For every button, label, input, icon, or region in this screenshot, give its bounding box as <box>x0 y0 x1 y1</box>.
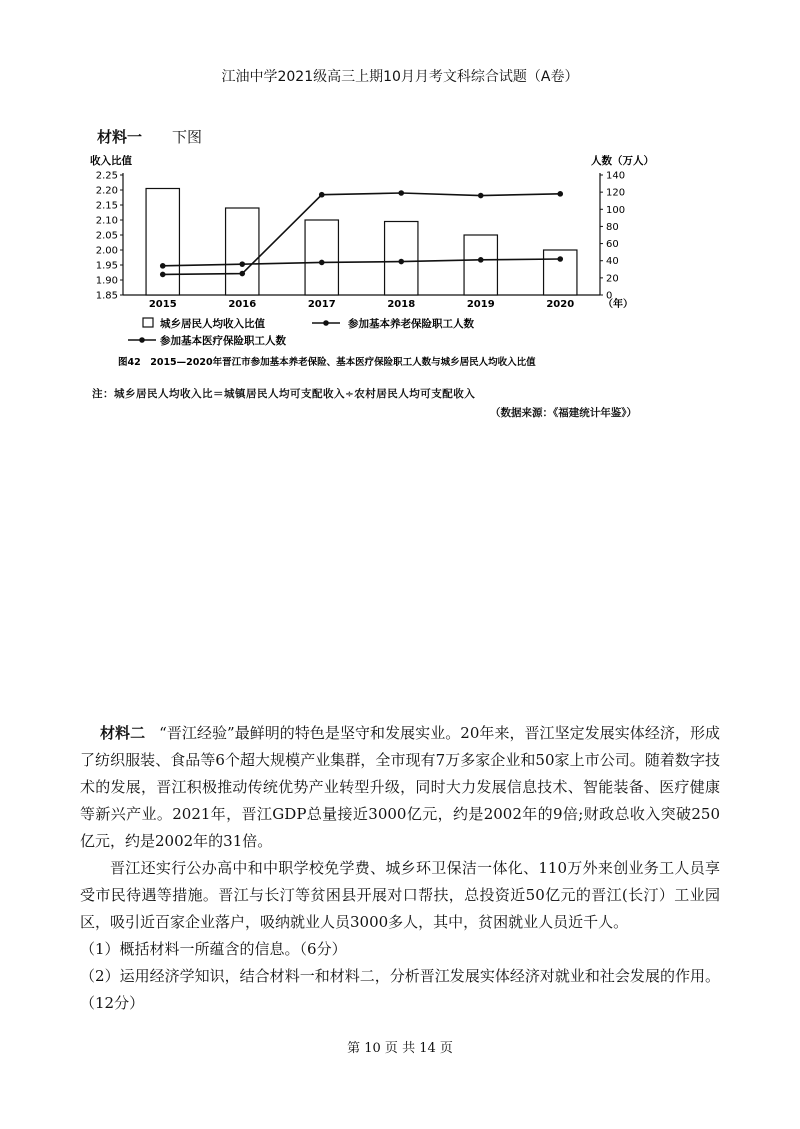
legend-bar-swatch <box>143 318 153 327</box>
bar-income-ratio <box>226 208 259 295</box>
point-pension <box>557 191 563 197</box>
point-medical <box>557 256 563 262</box>
material2-para1-text: “晋江经验”最鲜明的特色是坚守和发展实业。20年来，晋江坚定发展实体经济，形成了纺织服装、食品等6个超大规模产业集群，全市现有7万多家企业和50家上市公司。随着数字技术的发展，晋江积极推动传统优势产业转型升级，同时大力发展信息技术、智能装备、医疗健康等新兴产业。2021年，晋江GDP总量接近3000亿元，约是2002年的9倍;财政总收入突破250亿元，约是2002年的31倍。 <box>80 724 720 850</box>
question-1: （1）概括材料一所蕴含的信息。（6分） <box>80 940 347 958</box>
legend-medical-label: 参加基本医疗保险职工人数 <box>160 335 286 347</box>
x-tick-label: 2018 <box>387 299 416 310</box>
left-tick-label: 2.00 <box>95 245 118 257</box>
point-pension <box>239 271 245 277</box>
point-medical <box>478 257 484 263</box>
point-medical <box>239 261 245 267</box>
material2-label: 材料二 <box>100 724 146 742</box>
material2-section <box>80 720 720 1017</box>
x-tick-label: 2016 <box>228 299 257 310</box>
material1-label: 材料一 <box>97 128 143 146</box>
point-pension <box>398 190 404 196</box>
bar-income-ratio <box>146 189 179 296</box>
material2-paragraph-1 <box>80 720 720 855</box>
page-footer: 第 10 页 共 14 页 <box>347 1041 453 1056</box>
right-tick-label: 100 <box>606 204 626 216</box>
left-tick-label: 1.95 <box>95 260 118 272</box>
chart-note: 注：城乡居民人均收入比＝城镇居民人均可支配收入÷农村居民人均可支配收入 <box>92 388 476 400</box>
left-tick-label: 2.15 <box>95 200 118 212</box>
income-insurance-chart <box>88 155 688 380</box>
figure-caption: 图42 2015—2020年晋江市参加基本养老保险、基本医疗保险职工人数与城乡居民人均收入比值 <box>118 357 536 368</box>
line-medical <box>163 259 561 266</box>
x-tick-label: 2017 <box>307 299 336 310</box>
legend-medical-marker <box>139 337 145 343</box>
legend <box>128 317 474 347</box>
right-tick-label: 20 <box>606 273 619 285</box>
point-medical <box>398 259 404 265</box>
x-tick-label: 2019 <box>466 299 495 310</box>
right-axis-label: 人数（万人） <box>591 155 654 167</box>
question-2: （2）运用经济学知识，结合材料一和材料二，分析晋江发展实体经济对就业和社会发展的作用。（12分） <box>80 967 720 1012</box>
point-pension <box>478 193 484 199</box>
point-medical <box>319 260 325 266</box>
point-medical <box>160 263 166 269</box>
left-tick-label: 2.10 <box>95 215 118 227</box>
x-tick-label: 2020 <box>546 299 575 310</box>
legend-pension-label: 参加基本养老保险职工人数 <box>348 318 474 330</box>
right-tick-label: 40 <box>606 256 619 268</box>
material2-paragraph-2: 晋江还实行公办高中和中职学校免学费、城乡环卫保洁一体化、110万外来创业务工人员享受市民待遇等措施。晋江与长汀等贫困县开展对口帮扶，总投资近50亿元的晋江(长汀）工业园区，吸引近百家企业落户，吸纳就业人员3000多人，其中，贫困就业人员近千人。 <box>80 859 720 931</box>
left-axis-label: 收入比值 <box>90 155 132 167</box>
bar-income-ratio <box>385 222 418 296</box>
right-tick-label: 140 <box>606 170 626 182</box>
left-tick-label: 1.85 <box>95 290 118 302</box>
legend-pension-marker <box>323 320 329 326</box>
material1-caption: 下图 <box>172 128 203 146</box>
bar-income-ratio <box>305 220 338 295</box>
plot-area <box>96 171 625 311</box>
legend-bar-label: 城乡居民人均收入比值 <box>160 318 265 330</box>
data-source: （数据来源：《福建统计年鉴》） <box>490 407 637 419</box>
right-tick-label: 80 <box>606 221 619 233</box>
right-tick-label: 0 <box>606 290 613 302</box>
point-pension <box>160 272 166 278</box>
point-pension <box>319 192 325 198</box>
left-tick-label: 2.05 <box>95 230 118 242</box>
left-tick-label: 2.25 <box>95 170 118 182</box>
left-tick-label: 2.20 <box>95 185 118 197</box>
bar-income-ratio <box>464 235 497 295</box>
left-tick-label: 1.90 <box>95 275 118 287</box>
exam-header: 江油中学2021级高三上期10月月考文科综合试题（A卷） <box>221 69 579 85</box>
x-tick-label: 2015 <box>148 299 177 310</box>
x-unit-label: （年） <box>603 299 633 310</box>
right-tick-label: 60 <box>606 239 619 251</box>
material1-heading <box>97 126 202 147</box>
right-tick-label: 120 <box>606 187 626 199</box>
